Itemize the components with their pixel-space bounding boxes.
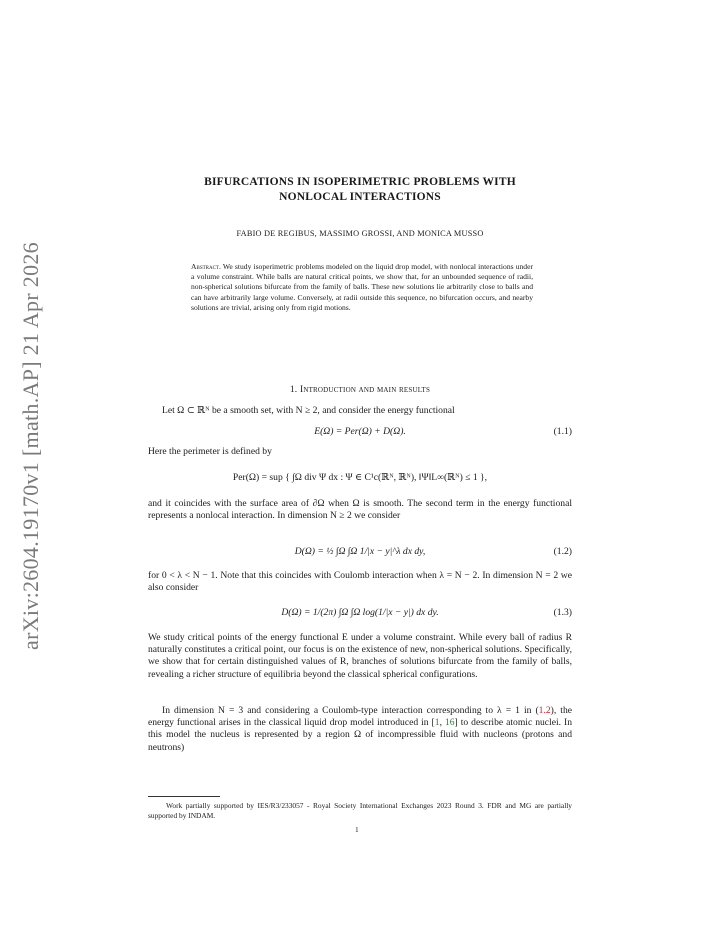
page-number: 1 — [355, 825, 359, 834]
title-line-1: BIFURCATIONS IN ISOPERIMETRIC PROBLEMS WITH — [204, 176, 516, 188]
authors: FABIO DE REGIBUS, MASSIMO GROSSI, AND MONICA MUSSO — [236, 229, 484, 238]
title-line-2: NONLOCAL INTERACTIONS — [279, 191, 441, 203]
equation-perimeter — [148, 472, 572, 483]
paragraph-liquid-drop — [148, 705, 572, 754]
paragraph-intro: Let Ω ⊂ ℝᴺ be a smooth set, with N ≥ 2, and consider the energy functional — [162, 405, 455, 416]
equation-1-2 — [148, 546, 572, 557]
abstract-label: Abstract. — [191, 262, 221, 271]
equation-1-1-body: E(Ω) = Per(Ω) + D(Ω). — [314, 426, 406, 437]
citation-ref-1[interactable]: 1 — [434, 717, 440, 729]
paragraph-critical-points: We study critical points of the energy functional E under a volume constraint. While every ball of radius R naturally constitutes a critical point, our focus is on the existence of new, non-spherical solutions. Specifically, we show that for certain distinguished values of R, branches of solutions bifurcate from the family of balls, revealing a richer structure of equilibria beyond the classical spherical configurations. — [148, 632, 572, 680]
paragraph-perimeter: Here the perimeter is defined by — [148, 446, 272, 457]
footnote-rule — [148, 796, 220, 797]
text-segment: ] to describe atomic nuclei. In this model the nucleus is represented by a region Ω of incompressible fluid with nucleons (protons and neutrons) — [148, 717, 573, 753]
paragraph-surface: and it coincides with the surface area of ∂Ω when Ω is smooth. The second term in the energy functional represents a nonlocal interaction. In dimension N ≥ 2 we consider — [148, 498, 572, 522]
arxiv-identifier: arXiv:2604.19170v1 [math.AP] 21 Apr 2026 — [18, 242, 43, 650]
text-segment: In dimension N = 3 and considering a Coulomb-type interaction corresponding to λ = 1 in ( — [162, 705, 539, 716]
equation-1-1 — [148, 426, 572, 437]
equation-1-2-body: D(Ω) = ½ ∫Ω ∫Ω 1/|x − y|^λ dx dy, — [294, 546, 426, 557]
text-segment: , — [439, 717, 445, 729]
equation-1-2-number: (1.2) — [553, 546, 572, 557]
citation-ref-16[interactable]: 16 — [444, 717, 455, 729]
abstract — [191, 262, 533, 313]
equation-1-3-number: (1.3) — [553, 607, 572, 618]
paper-title — [150, 175, 570, 205]
equation-1-1-number: (1.1) — [553, 426, 572, 437]
equation-1-3-body: D(Ω) = 1/(2π) ∫Ω ∫Ω log(1/|x − y|) dx dy. — [281, 607, 439, 618]
footnote: Work partially supported by IES/R3/233057 - Royal Society International Exchanges 2023 Round 3. FDR and MG are partially supported by INDAM. — [148, 801, 572, 820]
text-segment: ), the energy functional arises in the classical liquid drop model introduced in [ — [148, 705, 572, 729]
section-heading: 1. Introduction and main results — [289, 385, 431, 395]
paragraph-lambda: for 0 < λ < N − 1. Note that this coincides with Coulomb interaction when λ = N − 2. In dimension N = 2 we also consider — [148, 570, 572, 594]
equation-perimeter-body: Per(Ω) = sup { ∫Ω div Ψ dx : Ψ ∈ C¹c(ℝᴺ, ℝᴺ), ‖Ψ‖L∞(ℝᴺ) ≤ 1 }, — [232, 472, 488, 483]
equation-1-3 — [148, 607, 572, 618]
abstract-text: We study isoperimetric problems modeled on the liquid drop model, with nonlocal interactions under a volume constraint. While balls are natural critical points, we show that, for an unbounded sequence of radii, non-spherical solutions bifurcate from the family of balls. These new solutions lie arbitrarily close to balls and can have arbitrarily large volume. Conversely, at radii outside this sequence, no bifurcation occurs, and nearby solutions are trivial, arising only from rigid motions. — [191, 262, 533, 312]
equation-ref-1-2[interactable]: 1.2 — [538, 705, 551, 716]
